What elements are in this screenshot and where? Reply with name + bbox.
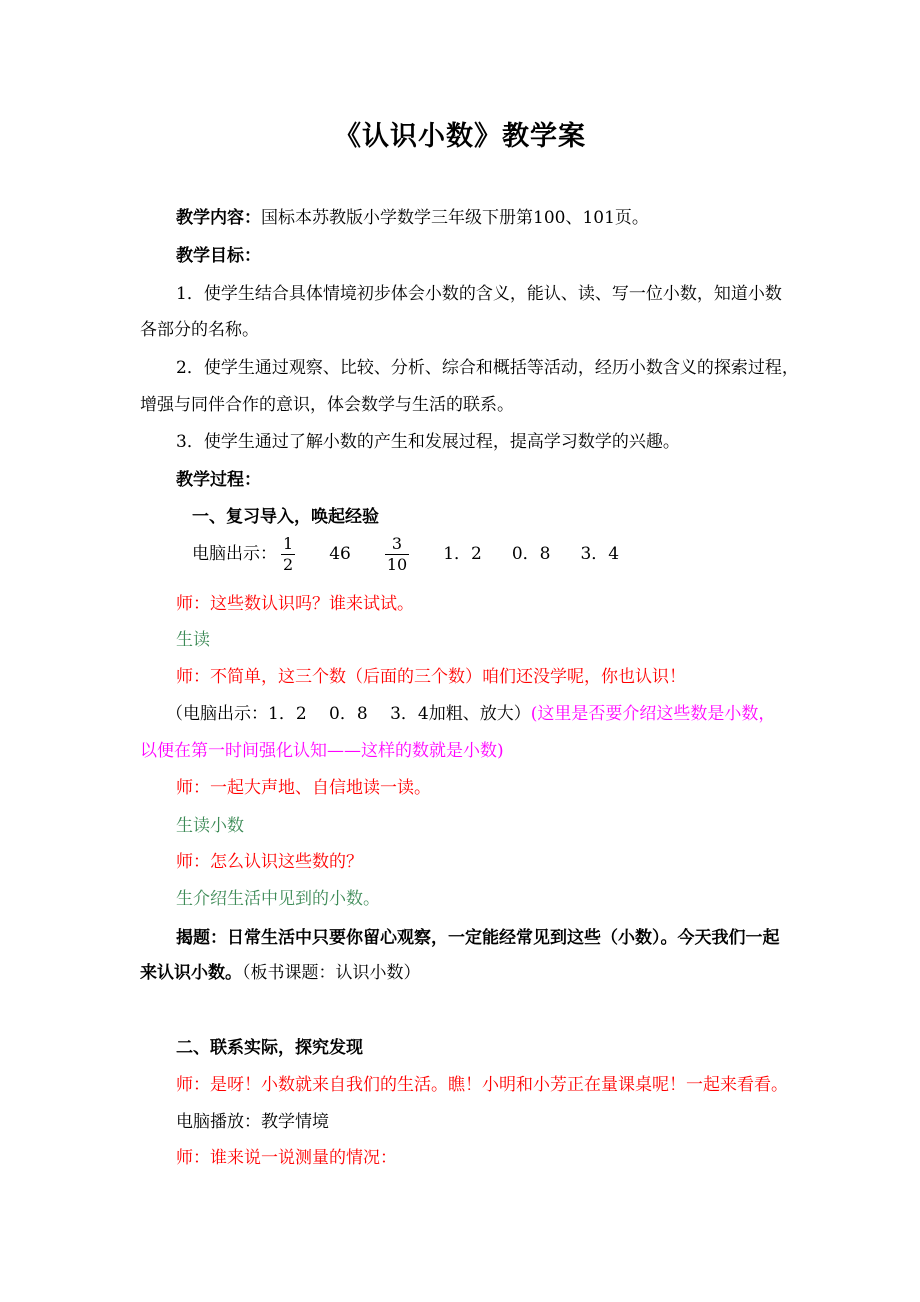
goal-3: 3．使学生通过了解小数的产生和发展过程，提高学习数学的兴趣。 [176,432,680,452]
reveal-line-b [140,961,840,985]
process-label: 教学过程： [176,470,261,490]
teacher-line-2: 师：不简单，这三个数（后面的三个数）咱们还没学呢，你也认识！ [176,667,686,687]
content-line [176,206,840,230]
section-1-heading: 一、复习导入，唤起经验 [192,507,379,527]
goals-label: 教学目标： [176,246,261,266]
review-note-a: (这里是否要介绍这些数是小数， [530,704,776,724]
student-line-1: 生读 [176,630,210,650]
number-46: 46 [329,544,351,564]
show-label: 电脑出示： [192,544,277,564]
display-note-line-a [166,702,846,726]
review-note-b: 以便在第一时间强化认知——这样的数就是小数) [140,741,504,761]
section-2-heading: 二、联系实际，探究发现 [176,1038,363,1058]
fraction-three-tenths [385,534,409,575]
content-text: 国标本苏教版小学数学三年级下册第100、101页。 [261,208,649,228]
teacher-line-3: 师：一起大声地、自信地读一读。 [176,778,431,798]
goal-1-line-b: 各部分的名称。 [140,320,259,340]
goal-2-line-b: 增强与同伴合作的意识，体会数学与生活的联系。 [140,395,514,415]
fraction-1-denominator: 2 [283,555,294,574]
reveal-note: （板书课题：认识小数） [242,963,421,983]
content-label: 教学内容： [176,208,261,228]
play-line: 电脑播放：教学情境 [176,1112,329,1132]
teacher-line-1: 师：这些数认识吗？谁来试试。 [176,594,414,614]
teacher-line-4: 师：怎么认识这些数的？ [176,852,363,872]
student-line-3: 生介绍生活中见到的小数。 [176,889,380,909]
reveal-bold: 来认识小数。 [140,963,242,983]
fraction-one-half [281,534,295,575]
page-title: 《认识小数》教学案 [334,121,586,152]
number-display-row [192,530,892,580]
reveal-line-a: 揭题：日常生活中只要你留心观察，一定能经常见到这些（小数）。今天我们一起 [176,928,780,948]
teacher-line-5: 师：是呀！小数就来自我们的生活。瞧！小明和小芳正在量课桌呢！一起来看看。 [176,1075,788,1095]
decimal-3-4: 3．4 [580,544,620,564]
goal-1-line-a: 1．使学生结合具体情境初步体会小数的含义，能认、读、写一位小数，知道小数 [176,284,782,304]
fraction-1-numerator: 1 [283,534,294,553]
decimal-0-8: 0．8 [511,544,551,564]
decimal-1-2: 1．2 [443,544,482,564]
teacher-line-6: 师：谁来说一说测量的情况： [176,1148,397,1168]
goal-2-line-a: 2．使学生通过观察、比较、分析、综合和概括等活动，经历小数含义的探索过程， [176,358,799,378]
fraction-2-denominator: 10 [386,555,408,574]
student-line-2: 生读小数 [176,816,244,836]
fraction-2-numerator: 3 [385,534,409,555]
display-note-text: （电脑出示：1．2 0．8 3．4加粗、放大） [166,704,531,724]
